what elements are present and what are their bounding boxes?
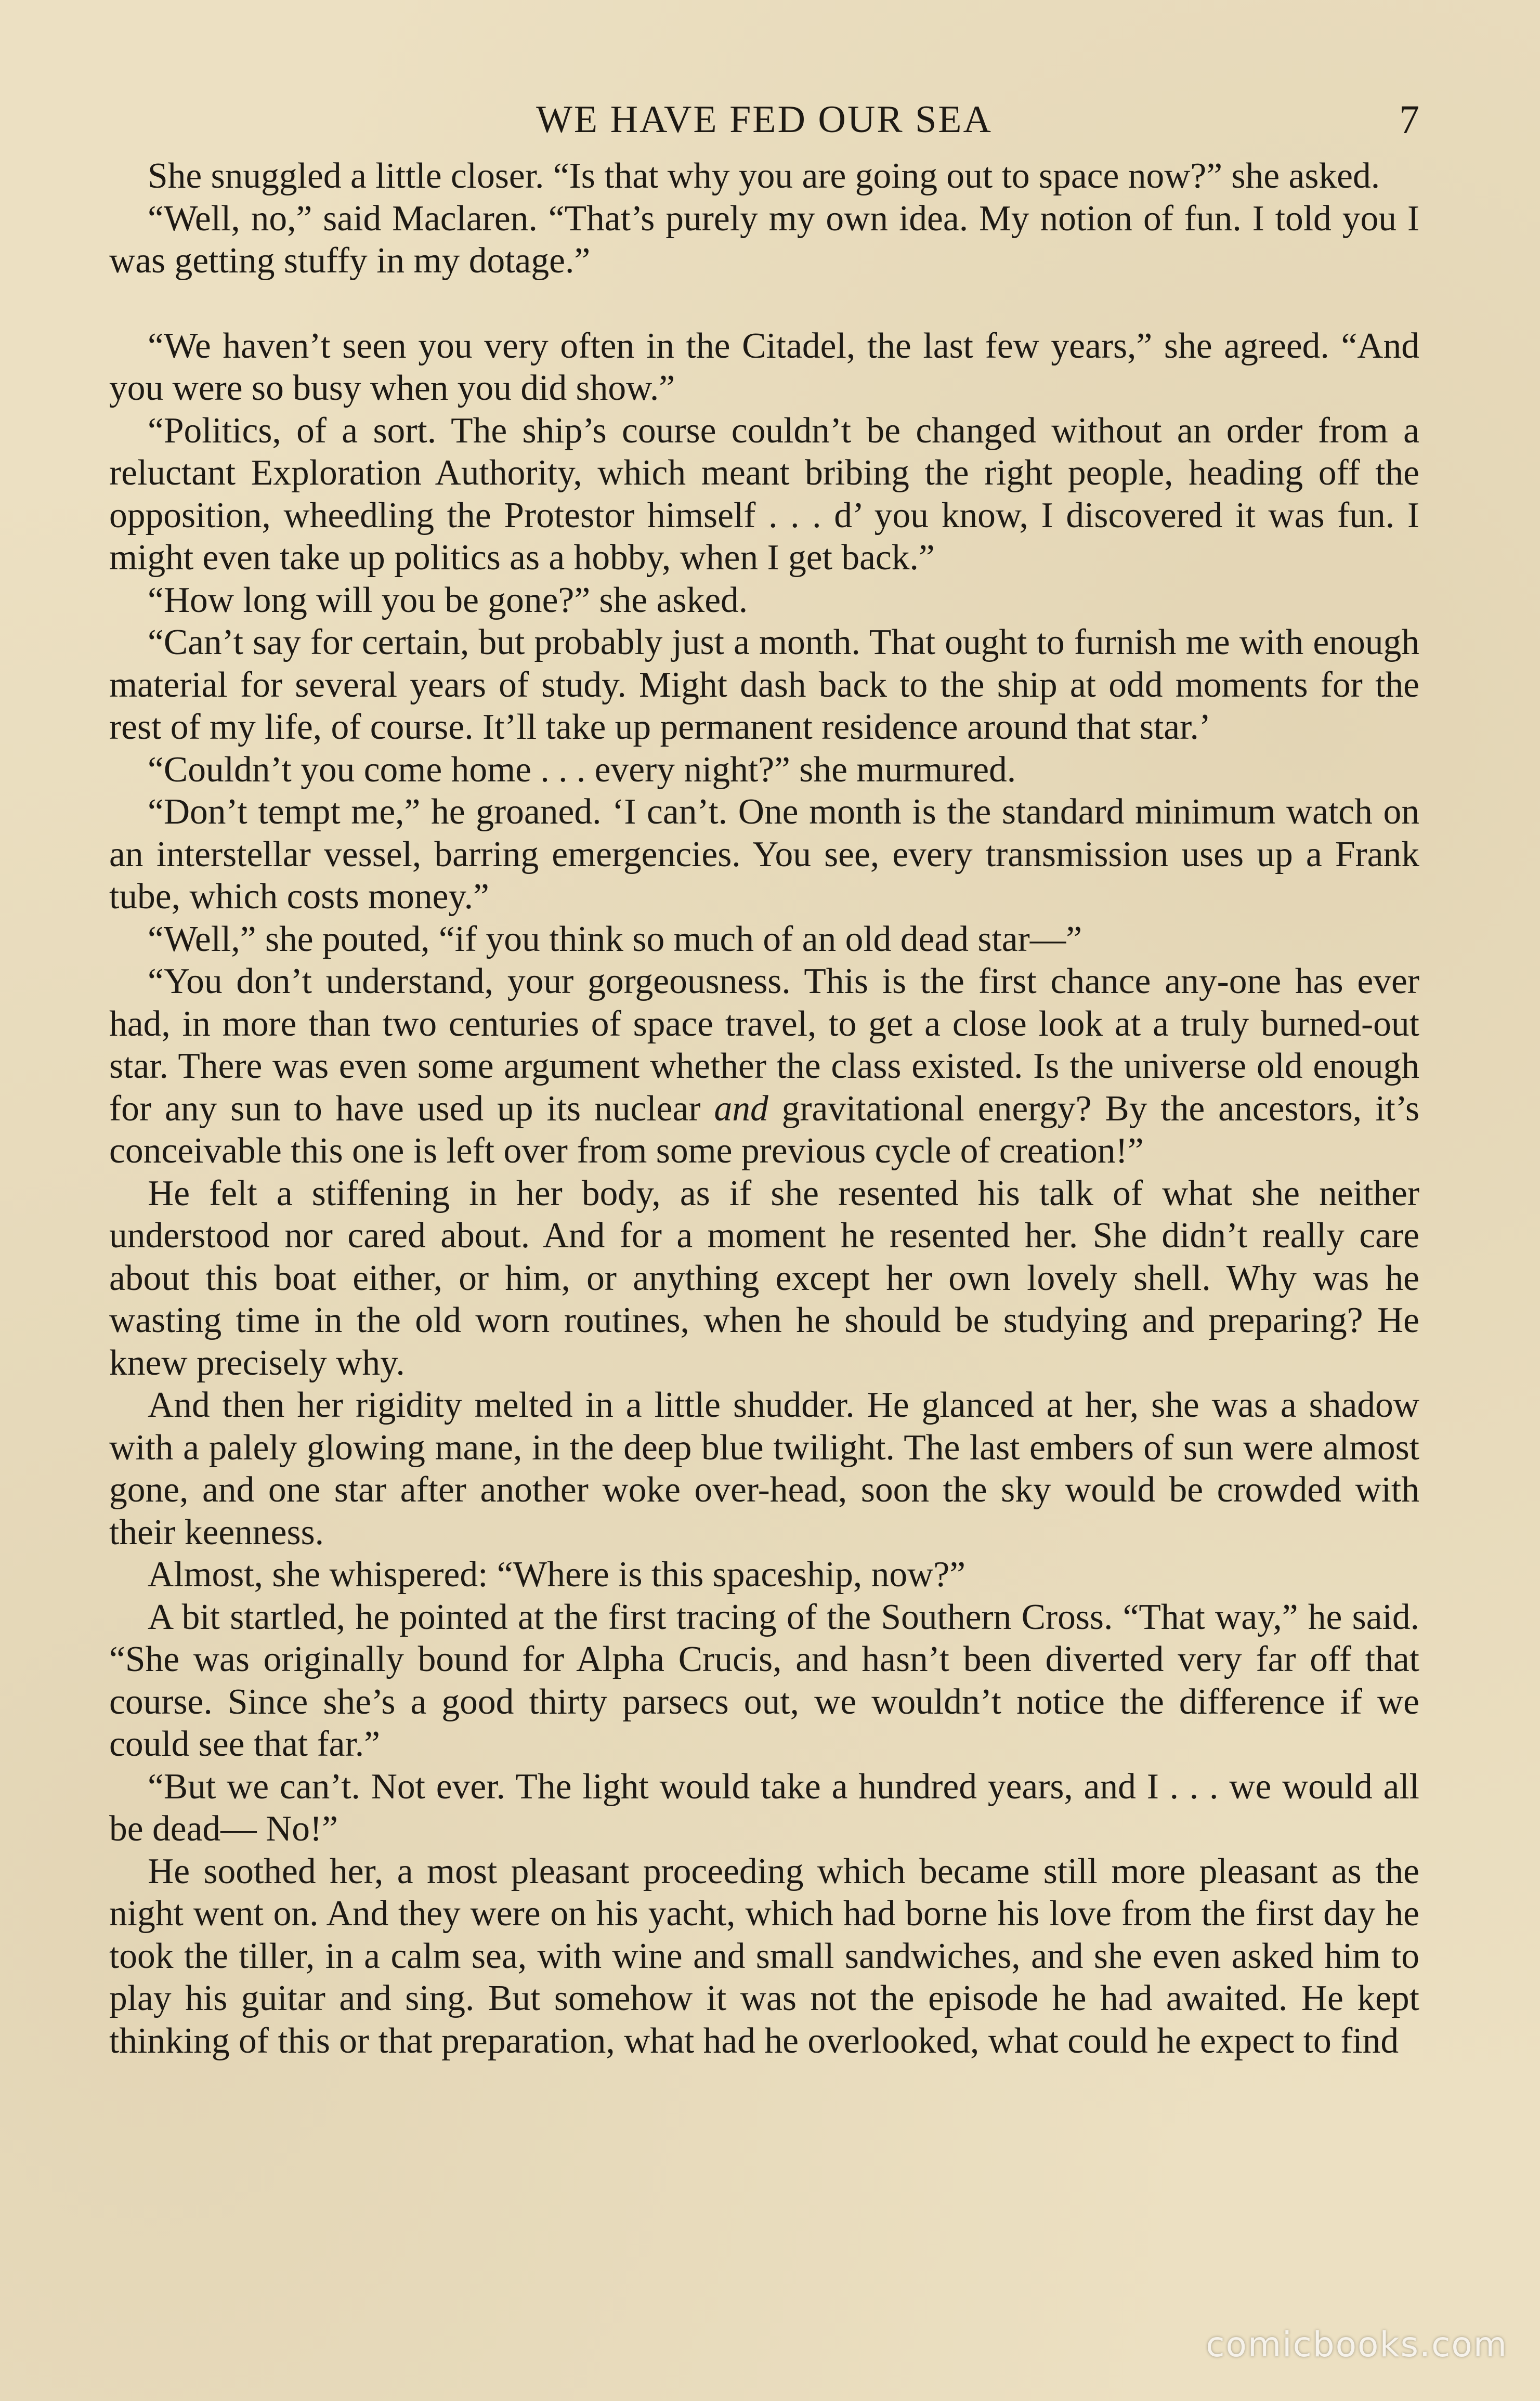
paragraph-3: “We haven’t seen you very often in the Citadel, the last few years,” she agreed. “And you were so busy when you did show.”: [109, 325, 1419, 408]
paragraph-8: “Don’t tempt me,” he groaned. ‘I can’t. One month is the standard minimum watch on an interstellar vessel, barring emergencies. You see, every transmission uses up a Frank tube, which costs money.”: [109, 792, 1419, 917]
paragraph-7: “Couldn’t you come home . . . every night?” she murmured.: [148, 749, 1016, 790]
paragraph-12: And then her rigidity melted in a little shudder. He glanced at her, she was a shadow with a palely glowing mane, in the deep blue twilight. The last embers of sun were almost gone, and one star after another woke over-head, soon the sky would be crowded with their keenness.: [109, 1385, 1419, 1552]
paragraph-9: “Well,” she pouted, “if you think so much of an old dead star—”: [148, 919, 1082, 959]
paragraph-15: “But we can’t. Not ever. The light would take a hundred years, and I . . . we would all be dead— No!”: [109, 1766, 1419, 1849]
paragraph-13: Almost, she whispered: “Where is this spaceship, now?”: [148, 1555, 966, 1595]
paragraph-6: “Can’t say for certain, but probably just a month. That ought to furnish me with enough material for several years of study. Might dash back to the ship at odd moments for the rest of my life, of course. It’ll take up permanent residence around that star.’: [109, 622, 1419, 747]
paragraph-2: “Well, no,” said Maclaren. “That’s purely my own idea. My notion of fun. I told you I was getting stuffy in my dotage.”: [109, 198, 1419, 281]
paragraph-10: [109, 960, 1419, 1172]
paragraph-14: A bit startled, he pointed at the first tracing of the Southern Cross. “That way,” he said. “She was originally bound for Alpha Crucis, and hasn’t been diverted very far off that course. Since she’s a good thirty parsecs out, we wouldn’t notice the difference if we could see that far.”: [109, 1597, 1419, 1764]
paragraph-10-part-2: gravitational energy? By the ancestors, it’s conceivable this one is left over from some previous cycle of creation!”: [109, 1088, 1420, 1171]
page-number: 7: [1399, 97, 1419, 142]
paragraph-5: “How long will you be gone?” she asked.: [148, 580, 748, 620]
paragraph-4: “Politics, of a sort. The ship’s course couldn’t be changed without an order from a reluctant Exploration Authority, which meant bribing the right people, heading off the opposition, wheedling the Protestor himself . . . d’ you know, I discovered it was fun. I might even take up politics as a hobby, when I get back.”: [109, 410, 1419, 578]
paragraph-10-part-1: “You don’t understand, your gorgeousness. This is the first chance any-one has ever had, in more than two centuries of space travel, to get a close look at a truly burned-out star. There was even some argument whether the class existed. Is the universe old enough for any sun to have used up its nuclear: [109, 961, 1419, 1129]
paragraph-1: She snuggled a little closer. “Is that why you are going out to space now?” she asked.: [148, 156, 1380, 196]
watermark-text: comicbooks.com: [1206, 2325, 1508, 2365]
paragraph-11: He felt a stiffening in her body, as if she resented his talk of what she neither understood nor cared about. And for a moment he resented her. She didn’t really care about this boat either, or him, or anything except her own lovely shell. Why was he wasting time in the old worn routines, when he should be studying and preparing? He knew precisely why.: [109, 1173, 1419, 1383]
running-head: [109, 94, 1419, 146]
paragraph-16: He soothed her, a most pleasant proceeding which became still more pleasant as the night went on. And they were on his yacht, which had borne his love from the first day he took the tiller, in a calm sea, with wine and small sandwiches, and she even asked him to play his guitar and sing. But somehow it was not the episode he had awaited. He kept thinking of this or that preparation, what had he overlooked, what could he expect to find: [109, 1851, 1419, 2061]
emphasis-word: and: [714, 1088, 768, 1129]
body-text: [109, 155, 1419, 2062]
running-title: WE HAVE FED OUR SEA: [536, 98, 993, 141]
